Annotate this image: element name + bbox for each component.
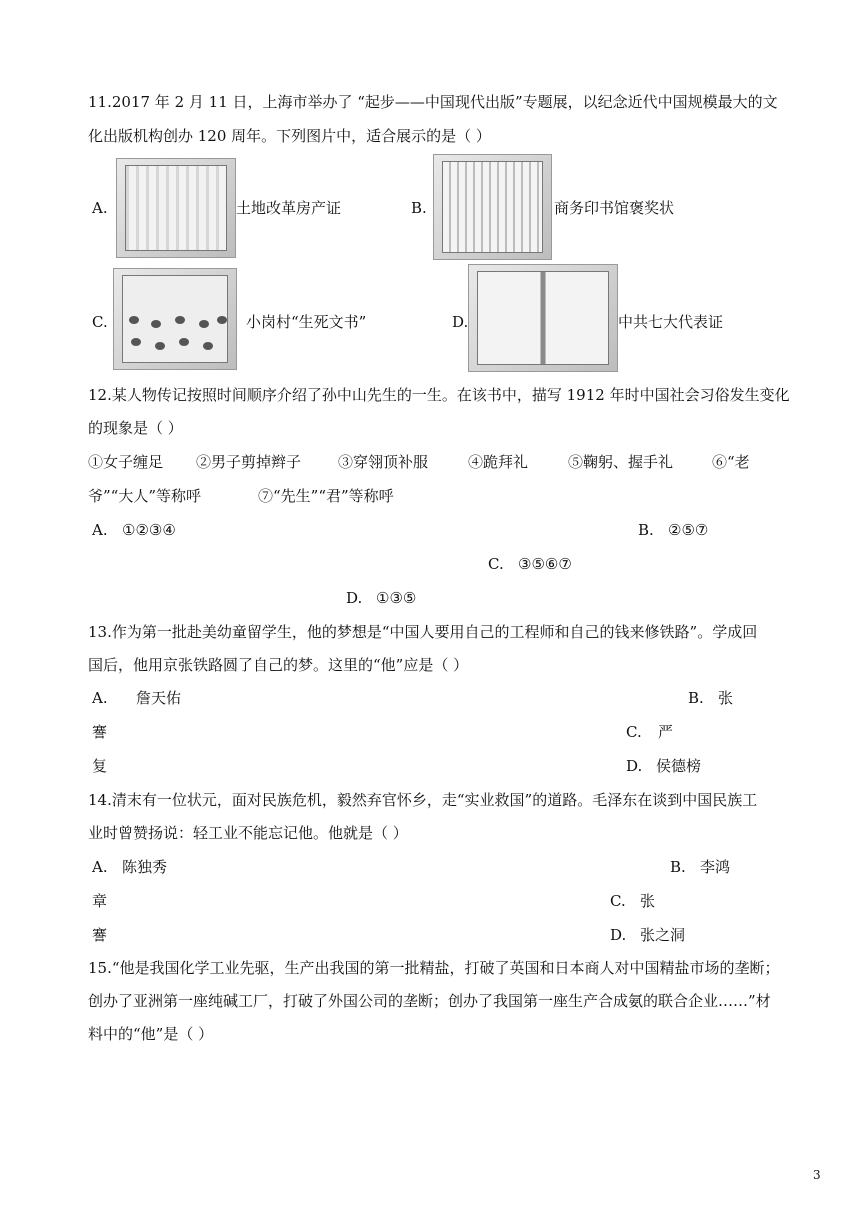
page-number: 3 <box>813 1168 821 1182</box>
q14-option-b-letter: B. <box>670 858 686 876</box>
q13-stem-line1: 13.作为第一批赴美幼童留学生，他的梦想是“中国人要用自己的工程师和自己的钱来修铁路”。学成回 <box>88 623 758 641</box>
q13-option-d-letter: D. <box>626 757 643 775</box>
q13-option-b-text-cont: 謇 <box>92 723 108 741</box>
q13-option-b-text: 张 <box>718 689 734 707</box>
q11-option-c-caption: 小岗村“生死文书” <box>246 313 367 331</box>
q12-item-5: ⑤鞠躬、握手礼 <box>568 453 674 471</box>
q11-option-a-caption: 土地改革房产证 <box>236 199 342 217</box>
q12-option-b-text: ②⑤⑦ <box>668 521 709 539</box>
q12-option-d-text: ①③⑤ <box>376 589 417 607</box>
q13-option-b-letter: B. <box>688 689 704 707</box>
xiaogang-village-pact-photo <box>113 268 237 370</box>
q11-option-b-caption: 商务印书馆褒奖状 <box>554 199 675 217</box>
q11-option-a-letter: A. <box>92 199 108 217</box>
q12-item-6-cont: 爷”“大人”等称呼 <box>88 487 202 505</box>
q11-option-d-caption: 中共七大代表证 <box>618 313 724 331</box>
q12-item-1: ①女子缠足 <box>88 453 164 471</box>
q14-option-b-text: 李鸿 <box>700 858 731 876</box>
q13-option-c-letter: C. <box>626 723 642 741</box>
q13-stem-line2: 国后，他用京张铁路圆了自己的梦。这里的“他”应是（ ） <box>88 656 469 674</box>
q11-stem-line2: 化出版机构创办 120 周年。下列图片中，适合展示的是（ ） <box>88 127 491 145</box>
q14-option-c-text: 张 <box>640 892 656 910</box>
q14-stem-line1: 14.清末有一位状元，面对民族危机，毅然弃官怀乡，走“实业救国”的道路。毛泽东在谈到中国民族工 <box>88 791 758 809</box>
commercial-press-award-photo <box>433 154 552 260</box>
q12-item-6: ⑥“老 <box>712 453 750 471</box>
q14-option-a-text: 陈独秀 <box>122 858 168 876</box>
q13-option-c-text-cont: 复 <box>92 757 108 775</box>
q14-option-d-text: 张之洞 <box>640 926 686 944</box>
q12-option-a-text: ①②③④ <box>122 521 176 539</box>
q12-option-c-letter: C. <box>488 555 504 573</box>
q12-stem-line1: 12.某人物传记按照时间顺序介绍了孙中山先生的一生。在该书中，描写 1912 年时中国社会习俗发生变化 <box>88 386 790 404</box>
q13-option-d-text: 侯德榜 <box>656 757 702 775</box>
q12-option-d-letter: D. <box>346 589 363 607</box>
q12-option-b-letter: B. <box>638 521 654 539</box>
q15-stem-line3: 料中的“他”是（ ） <box>88 1025 214 1043</box>
q11-stem-line1: 11.2017 年 2 月 11 日，上海市举办了 “起步——中国现代出版”专题展，以纪念近代中国规模最大的文 <box>88 93 778 111</box>
q13-option-a-text: 詹天佑 <box>136 689 182 707</box>
q13-option-c-text: 严 <box>658 723 674 741</box>
q11-option-d-letter: D. <box>452 313 469 331</box>
ccp-7th-congress-credential-photo <box>468 264 618 372</box>
q11-option-b-letter: B. <box>411 199 427 217</box>
q12-option-a-letter: A. <box>92 521 108 539</box>
q12-item-4: ④跪拜礼 <box>468 453 529 471</box>
q12-option-c-text: ③⑤⑥⑦ <box>518 555 572 573</box>
q13-option-a-letter: A. <box>92 689 108 707</box>
q12-item-2: ②男子剪掉辫子 <box>196 453 302 471</box>
q14-option-d-letter: D. <box>610 926 627 944</box>
q14-option-a-letter: A. <box>92 858 108 876</box>
q11-option-c-letter: C. <box>92 313 108 331</box>
q12-stem-line2: 的现象是（ ） <box>88 419 183 437</box>
q14-option-c-text-cont: 謇 <box>92 926 108 944</box>
q15-stem-line2: 创办了亚洲第一座纯碱工厂，打破了外国公司的垄断；创办了我国第一座生产合成氨的联合企业……”材 <box>88 992 771 1010</box>
land-reform-deed-photo <box>116 158 236 258</box>
q12-item-3: ③穿翎顶补服 <box>338 453 429 471</box>
q12-item-7: ⑦“先生”“君”等称呼 <box>258 487 394 505</box>
q15-stem-line1: 15.“他是我国化学工业先驱，生产出我国的第一批精盐，打破了英国和日本商人对中国精盐市场的垄断； <box>88 959 780 977</box>
q14-stem-line2: 业时曾赞扬说：轻工业不能忘记他。他就是（ ） <box>88 824 408 842</box>
q14-option-b-text-cont: 章 <box>92 892 108 910</box>
q14-option-c-letter: C. <box>610 892 626 910</box>
